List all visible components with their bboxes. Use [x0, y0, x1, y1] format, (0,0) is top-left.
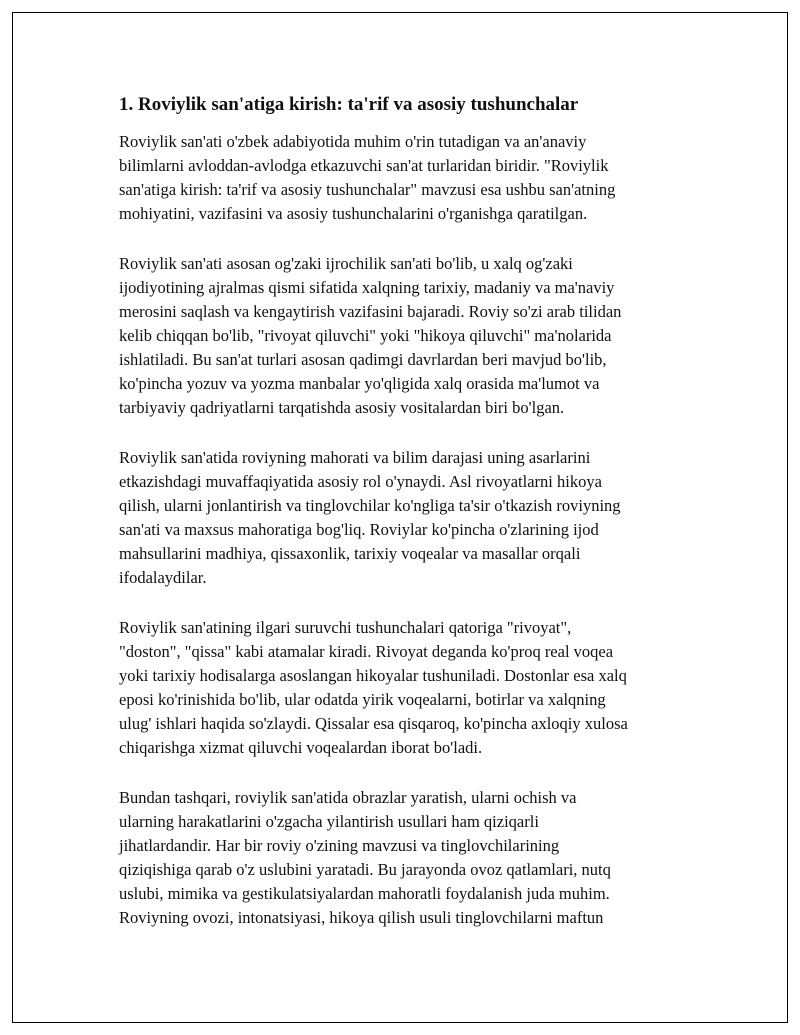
text-line: yoki tarixiy hodisalarga asoslangan hikoyalar tushuniladi. Dostonlar esa xalq — [119, 666, 627, 685]
text-line: eposi ko'rinishida bo'lib, ular odatda yirik voqealarni, botirlar va xalqning — [119, 690, 606, 709]
paragraph-5 — [119, 786, 683, 930]
text-line: ko'pincha yozuv va yozma manbalar yo'qligida xalq orasida ma'lumot va — [119, 374, 600, 393]
text-line: Bundan tashqari, roviylik san'atida obrazlar yaratish, ularni ochish va — [119, 788, 577, 807]
text-line: qilish, ularni jonlantirish va tinglovchilar ko'ngliga ta'sir o'tkazish roviyning — [119, 496, 621, 515]
text-line: qiziqishiga qarab o'z uslubini yaratadi. Bu jarayonda ovoz qatlamlari, nutq — [119, 860, 611, 879]
paragraph-3 — [119, 446, 683, 590]
text-line: Roviylik san'atining ilgari suruvchi tushunchalari qatoriga "rivoyat", — [119, 618, 572, 637]
text-line: "doston", "qissa" kabi atamalar kiradi. Rivoyat deganda ko'proq real voqea — [119, 642, 614, 661]
text-line: Roviylik san'ati o'zbek adabiyotida muhim o'rin tutadigan va an'anaviy — [119, 132, 587, 151]
text-line: san'atiga kirish: ta'rif va asosiy tushunchalar" mavzusi esa ushbu san'atning — [119, 180, 616, 199]
paragraph-1 — [119, 130, 683, 226]
text-line: etkazishdagi muvaffaqiyatida asosiy rol o'ynaydi. Asl rivoyatlarni hikoya — [119, 472, 602, 491]
text-line: merosini saqlash va kengaytirish vazifasini bajaradi. Roviy so'zi arab tilidan — [119, 302, 622, 321]
section-heading: 1. Roviylik san'atiga kirish: ta'rif va asosiy tushunchalar — [119, 94, 579, 115]
text-line: san'ati va maxsus mahoratiga bog'liq. Roviylar ko'pincha o'zlarining ijod — [119, 520, 599, 539]
text-line: ulug' ishlari haqida so'zlaydi. Qissalar esa qisqaroq, ko'pincha axloqiy xulosa — [119, 714, 628, 733]
text-line: tarbiyaviy qadriyatlarni tarqatishda asosiy vositalardan biri bo'lgan. — [119, 398, 565, 417]
paragraph-2 — [119, 252, 683, 420]
text-line: Roviylik san'atida roviyning mahorati va bilim darajasi uning asarlarini — [119, 448, 591, 467]
text-line: bilimlarni avloddan-avlodga etkazuvchi san'at turlaridan biridir. "Roviylik — [119, 156, 609, 175]
text-line: jihatlardandir. Har bir roviy o'zining mavzusi va tinglovchilarining — [119, 836, 560, 855]
text-line: kelib chiqqan bo'lib, "rivoyat qiluvchi" yoki "hikoya qiluvchi" ma'nolarida — [119, 326, 612, 345]
text-line: chiqarishga xizmat qiluvchi voqealardan iborat bo'ladi. — [119, 738, 483, 757]
text-line: mahsullarini madhiya, qissaxonlik, tarixiy voqealar va masallar orqali — [119, 544, 581, 563]
text-line: ifodalaydilar. — [119, 568, 207, 587]
text-line: ularning harakatlarini o'zgacha yilantirish usullari ham qiziqarli — [119, 812, 539, 831]
document-body — [119, 93, 683, 956]
paragraph-4 — [119, 616, 683, 760]
text-line: ijodiyotining ajralmas qismi sifatida xalqning tarixiy, madaniy va ma'naviy — [119, 278, 615, 297]
text-line: uslubi, mimika va gestikulatsiyalardan mahoratli foydalanish juda muhim. — [119, 884, 610, 903]
text-line: mohiyatini, vazifasini va asosiy tushunchalarini o'rganishga qaratilgan. — [119, 204, 588, 223]
text-line: Roviyning ovozi, intonatsiyasi, hikoya qilish usuli tinglovchilarni maftun — [119, 908, 604, 927]
document-page — [12, 12, 788, 1023]
text-line: ishlatiladi. Bu san'at turlari asosan qadimgi davrlardan beri mavjud bo'lib, — [119, 350, 607, 369]
text-line: Roviylik san'ati asosan og'zaki ijrochilik san'ati bo'lib, u xalq og'zaki — [119, 254, 573, 273]
